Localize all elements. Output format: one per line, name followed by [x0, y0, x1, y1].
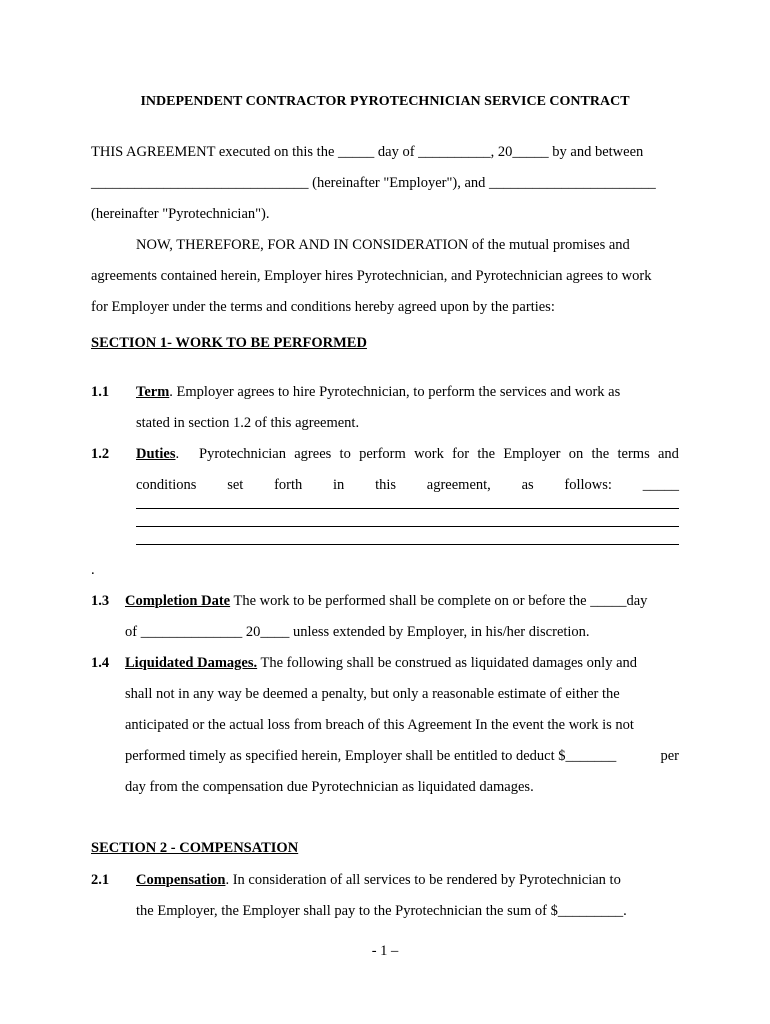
duties-line-1-word: Employer — [503, 446, 561, 462]
item-1-4-line-3: anticipated or the actual loss from breach of this Agreement In the event the work is not — [125, 717, 634, 733]
item-1-1-term: Term — [136, 384, 170, 400]
duties-line-2-word: follows: — [564, 477, 612, 493]
item-1-4-text: The following shall be construed as liquidated damages only and — [257, 655, 638, 671]
recital-line-1: NOW, THEREFORE, FOR AND IN CONSIDERATION of the mutual promises and — [136, 237, 630, 253]
duties-line-1-word: terms — [617, 446, 650, 462]
item-2-1-number: 2.1 — [91, 872, 110, 888]
employer-label: (hereinafter "Employer"), and — [308, 175, 490, 191]
page-number: - 1 – — [371, 943, 399, 959]
recital-line-3: for Employer under the terms and conditions hereby agreed upon by the parties: — [91, 299, 555, 315]
duties-line-1-word: on — [568, 446, 584, 462]
item-1-2-text-b — [199, 446, 679, 463]
duties-line-2-word: agreement, — [426, 477, 491, 493]
item-1-1-number: 1.1 — [91, 384, 110, 400]
item-1-2-text-a: . — [175, 446, 180, 462]
item-1-4-line-2: shall not in any way be deemed a penalty, but only a reasonable estimate of either the — [125, 686, 620, 702]
duties-blank-line-1[interactable] — [136, 508, 679, 509]
duties-line-2-word: forth — [274, 477, 303, 493]
item-1-3-number: 1.3 — [91, 593, 110, 609]
duties-line-1-word: work — [414, 446, 444, 462]
item-1-3-term: Completion Date — [125, 593, 231, 609]
duties-line-1-word: agrees — [294, 446, 332, 462]
duties-line-1-word: and — [658, 446, 679, 462]
duties-line-1-word: the — [591, 446, 610, 462]
section-1-heading: SECTION 1- WORK TO BE PERFORMED — [91, 335, 367, 351]
recital-line-2: agreements contained herein, Employer hires Pyrotechnician, and Pyrotechnician agrees to work — [91, 268, 652, 284]
item-1-2-term: Duties — [136, 446, 176, 462]
item-1-1-text: . Employer agrees to hire Pyrotechnician, to perform the services and work as — [169, 384, 621, 400]
item-1-2-line-2 — [136, 477, 679, 494]
document-title: INDEPENDENT CONTRACTOR PYROTECHNICIAN SERVICE CONTRACT — [140, 94, 630, 109]
duties-line-2-word: conditions — [136, 477, 197, 493]
item-1-4-line-4-right: per — [660, 748, 679, 764]
item-1-3-text: The work to be performed shall be complete on or before the _____day — [230, 593, 648, 609]
intro-line-2 — [91, 175, 656, 192]
item-1-4-line-4 — [125, 748, 679, 765]
intro-line-1: THIS AGREEMENT executed on this the _____ day of __________, 20_____ by and between — [91, 144, 644, 160]
item-1-3-line-1 — [125, 593, 647, 610]
duties-line-2-word: in — [333, 477, 345, 493]
item-2-1-line-2: the Employer, the Employer shall pay to the Pyrotechnician the sum of $_________. — [136, 903, 627, 919]
duties-line-1-word: for — [452, 446, 470, 462]
item-2-1-line-1 — [136, 872, 621, 889]
item-2-1-term: Compensation — [136, 872, 226, 888]
item-1-4-line-5: day from the compensation due Pyrotechnician as liquidated damages. — [125, 779, 534, 795]
employer-name-blank[interactable]: ______________________________ — [91, 175, 309, 191]
item-1-1-line-1 — [136, 384, 620, 401]
duties-line-1-word: perform — [359, 446, 406, 462]
item-2-1-text: . In consideration of all services to be rendered by Pyrotechnician to — [225, 872, 621, 888]
item-1-4-line-4-left: performed timely as specified herein, Employer shall be entitled to deduct $_______ — [125, 748, 617, 764]
duties-blank-start[interactable]: _____ — [642, 477, 679, 493]
duties-line-2-word: this — [375, 477, 397, 493]
section-2-heading: SECTION 2 - COMPENSATION — [91, 840, 299, 856]
item-1-1-line-2: stated in section 1.2 of this agreement. — [136, 415, 360, 431]
intro-line-3: (hereinafter "Pyrotechnician"). — [91, 206, 270, 222]
duties-line-2-word: set — [227, 477, 244, 493]
duties-blank-line-2[interactable] — [136, 526, 679, 527]
item-1-4-number: 1.4 — [91, 655, 110, 671]
duties-line-1-word: to — [339, 446, 351, 462]
item-1-4-line-1 — [125, 655, 637, 672]
duties-line-2-word: as — [521, 477, 534, 493]
pyrotechnician-name-blank[interactable]: _______________________ — [489, 175, 656, 191]
item-1-2-line-1 — [136, 446, 679, 463]
item-1-2-number: 1.2 — [91, 446, 110, 462]
item-1-3-line-2: of ______________ 20____ unless extended by Employer, in his/her discretion. — [125, 624, 590, 640]
duties-blank-line-3[interactable] — [136, 544, 679, 545]
item-1-4-term: Liquidated Damages. — [125, 655, 258, 671]
stray-period: . — [91, 562, 95, 578]
duties-line-1-word: the — [477, 446, 496, 462]
duties-line-1-word: Pyrotechnician — [199, 446, 286, 462]
